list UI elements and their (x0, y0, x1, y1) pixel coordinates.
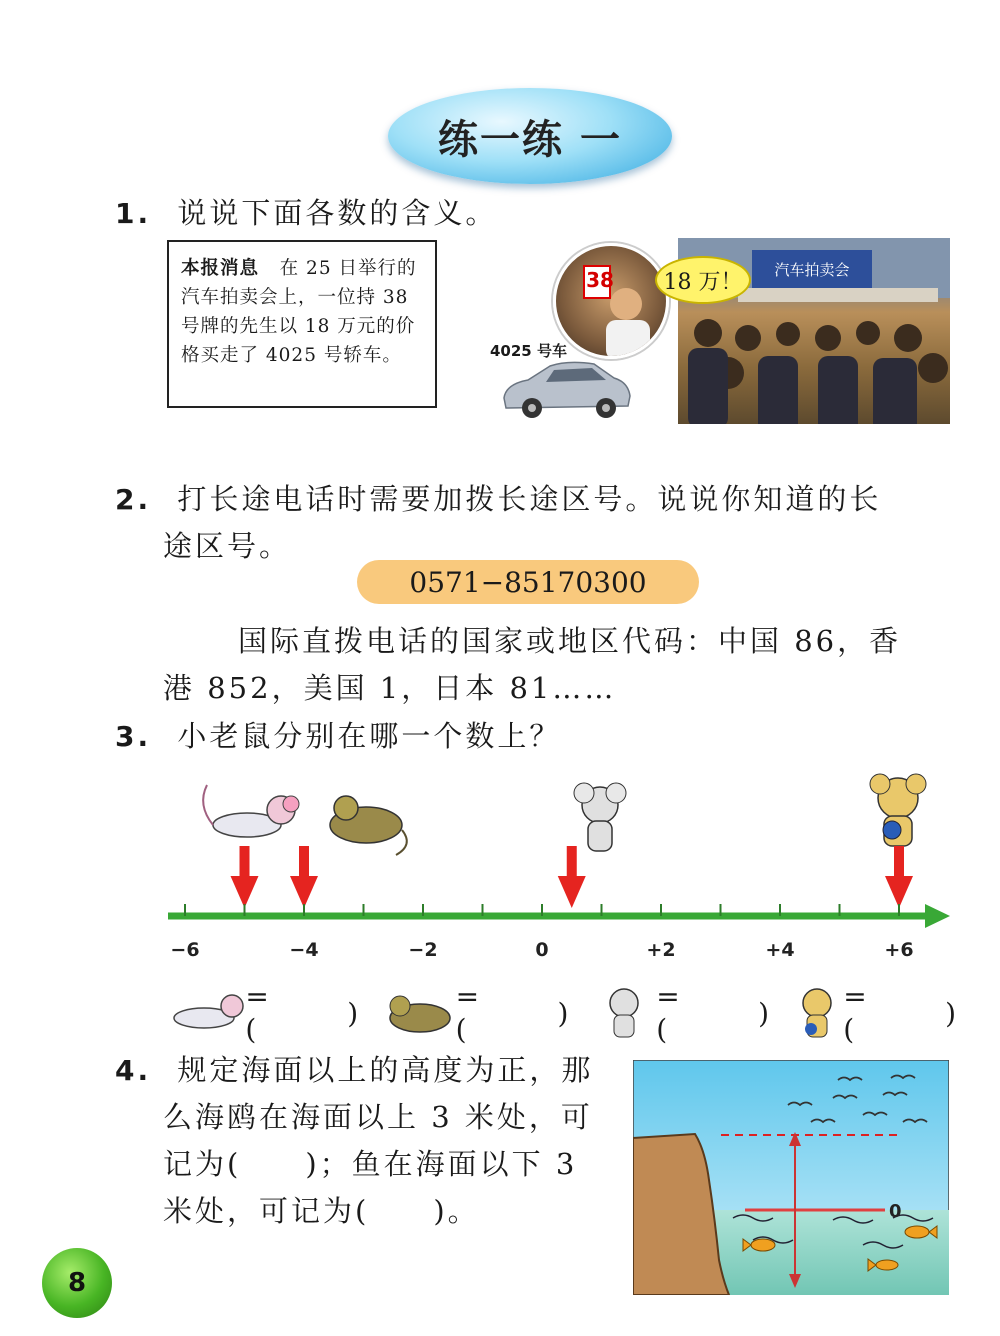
question-4 (115, 1047, 625, 1235)
price-bubble-text: 18 万！ (663, 269, 743, 295)
answer-4-close: ) (945, 996, 957, 1030)
mouse-standing-icon (574, 783, 626, 851)
tick-label: 0 (535, 939, 549, 961)
tick-label: −4 (289, 939, 319, 961)
international-codes (163, 618, 963, 712)
position-arrow (558, 846, 586, 908)
answer-mouse-4-icon (789, 985, 843, 1041)
question-4-number: 4. (115, 1054, 152, 1087)
section-title (388, 88, 672, 184)
question-4-line1: 规定海面以上的高度为正，那 (177, 1053, 594, 1087)
question-1 (115, 190, 497, 237)
bid-card-number: 38 (586, 268, 614, 292)
mouse-lying-icon (203, 785, 299, 837)
answer-mouse-1-icon (166, 988, 245, 1038)
bidder-illustration (556, 246, 666, 356)
mouse-sleeping-icon (330, 796, 407, 855)
question-4-line4: 米处，可记为( )。 (163, 1194, 480, 1228)
question-2 (115, 476, 965, 570)
question-2-line2: 途区号。 (163, 529, 292, 563)
question-4-line3: 记为( )；鱼在海面以下 3 (163, 1147, 578, 1181)
intl-line1: 国际直拨电话的国家或地区代码：中国 86，香 (238, 624, 902, 658)
mouse-holding-ball-icon (870, 774, 926, 846)
bidder-photo (553, 243, 669, 359)
car-label: 4025 号车 (490, 342, 567, 360)
question-3 (115, 713, 561, 760)
question-3-text: 小老鼠分别在哪一个数上？ (177, 719, 562, 753)
news-lead: 本报消息 (181, 258, 260, 279)
car-icon (498, 358, 633, 420)
answer-3-open: = ( (656, 980, 680, 1046)
tick-label: +6 (884, 939, 914, 961)
position-arrow (290, 846, 318, 908)
question-1-text: 说说下面各数的含义。 (177, 196, 498, 230)
tick-label: +2 (646, 939, 676, 961)
intl-line2: 港 852，美国 1，日本 81…… (163, 671, 617, 705)
question-1-number: 1. (115, 197, 152, 230)
news-box (167, 240, 437, 408)
question-2-line1: 打长途电话时需要加拨长途区号。说说你知道的长 (177, 482, 882, 516)
question-2-number: 2. (115, 483, 152, 516)
phone-number: 0571−85170300 (409, 565, 647, 599)
answer-1-close: ) (347, 996, 359, 1030)
tick-label: −2 (408, 939, 438, 961)
answer-3-close: ) (758, 996, 770, 1030)
auction-banner (752, 250, 872, 288)
auction-banner-text: 汽车拍卖会 (774, 260, 850, 279)
tick-label: −6 (170, 939, 200, 961)
page-number-badge (42, 1248, 112, 1318)
phone-number-badge (357, 560, 699, 604)
sea-illustration (633, 1060, 949, 1295)
page-number: 8 (67, 1268, 87, 1298)
answer-mouse-2-icon (380, 988, 455, 1038)
answer-2-close: ) (557, 996, 569, 1030)
sea-level-zero-label: 0 (889, 1201, 902, 1222)
position-arrow (231, 846, 259, 908)
news-body: 在 25 日举行的汽车拍卖会上，一位持 38 号牌的先生以 18 万元的价格买走了 4025 号轿车。 (181, 258, 417, 366)
price-bubble (655, 256, 751, 304)
section-title-text: 练一练 一 (438, 116, 622, 163)
question-3-number: 3. (115, 720, 152, 753)
answer-row (166, 980, 957, 1046)
answer-1-open: = ( (245, 980, 269, 1046)
tick-label: +4 (765, 939, 795, 961)
axis-arrowhead (925, 904, 950, 928)
answer-2-open: = ( (455, 980, 480, 1046)
question-4-line2: 么海鸥在海面以上 3 米处，可 (163, 1100, 593, 1134)
number-line (150, 770, 970, 970)
answer-mouse-3-icon (592, 985, 656, 1041)
position-arrow (885, 846, 913, 908)
answer-4-open: = ( (843, 980, 867, 1046)
